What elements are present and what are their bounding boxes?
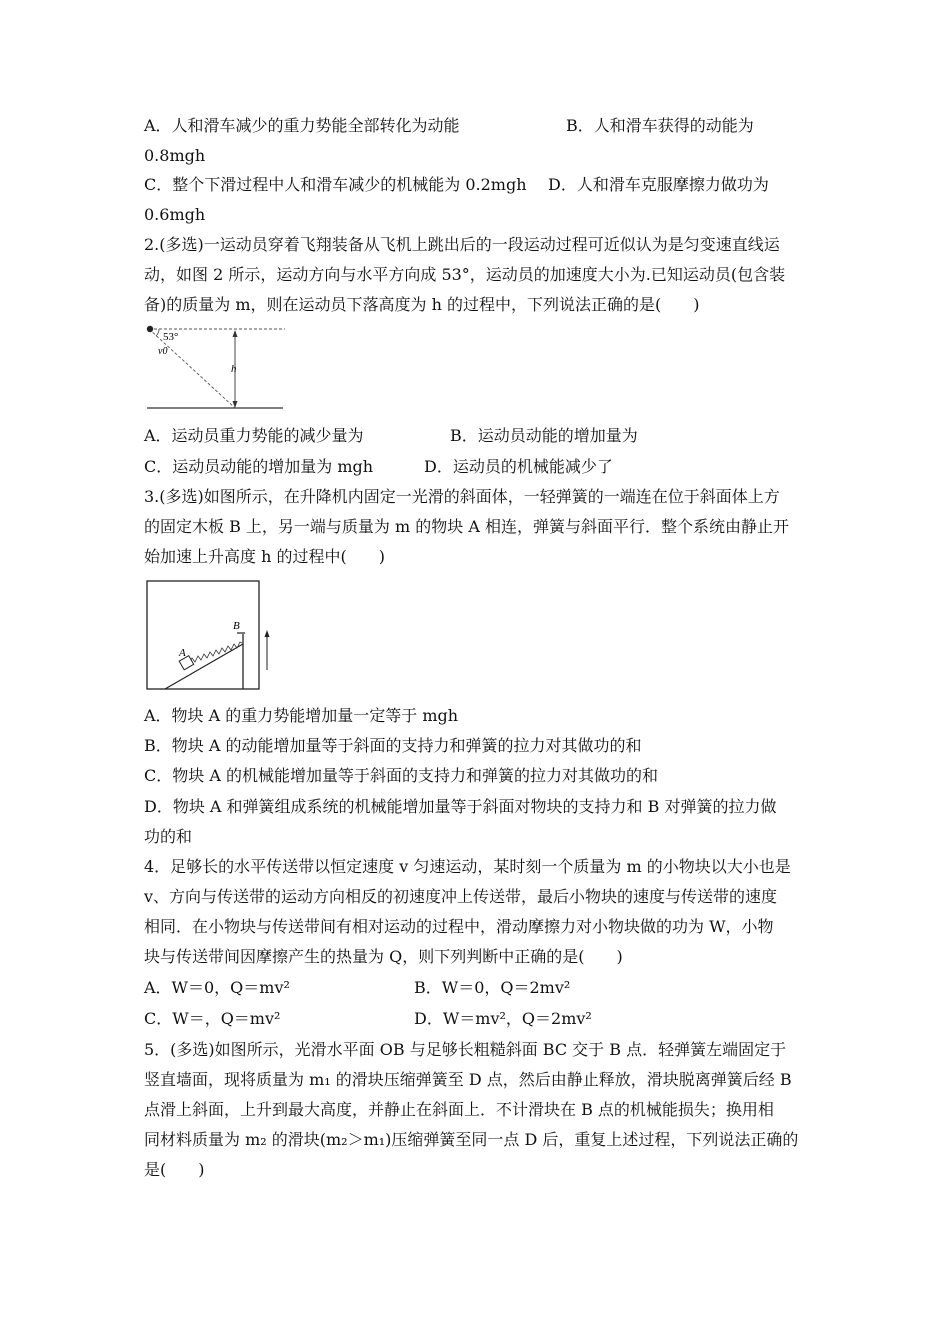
velocity-label: v0: [158, 346, 168, 357]
q1-option-a: A．人和滑车减少的重力势能全部转化为动能: [144, 116, 460, 135]
q1-option-b-cont: 0.8mgh: [144, 146, 206, 165]
q3-stem-line-2: 的固定木板 B 上，另一端与质量为 m 的物块 A 相连，弹簧与斜面平行．整个系统由静止开: [144, 517, 790, 536]
q1-option-b: B．人和滑车获得的动能为: [566, 116, 754, 135]
q2-stem-line-3: 备)的质量为 m，则在运动员下落高度为 h 的过程中，下列说法正确的是( ): [144, 295, 700, 314]
q3-stem-line-1: 3.(多选)如图所示，在升降机内固定一光滑的斜面体，一轻弹簧的一端连在位于斜面体上方: [144, 487, 780, 506]
q5-stem-line-2: 竖直墙面，现将质量为 m₁ 的滑块压缩弹簧至 D 点，然后由静止释放，滑块脱离弹簧后经 B: [144, 1070, 792, 1089]
q3-stem-line-3: 始加速上升高度 h 的过程中( ): [144, 547, 385, 566]
q1-option-d: D．人和滑车克服摩擦力做功为: [548, 175, 769, 194]
q2-option-c: C．运动员动能的增加量为 mgh: [144, 457, 374, 476]
board-b-label: B: [233, 620, 240, 632]
q1-option-d-cont: 0.6mgh: [144, 205, 206, 224]
q3-option-d: D．物块 A 和弹簧组成系统的机械能增加量等于斜面对物块的支持力和 B 对弹簧的拉力做: [144, 797, 777, 816]
q1-option-c: C．整个下滑过程中人和滑车减少的机械能为 0.2mgh: [144, 175, 527, 194]
height-label: h: [231, 363, 237, 375]
q4-option-c: C．W＝，Q＝mv²: [144, 1009, 281, 1028]
q3-figure: [143, 578, 278, 693]
q3-option-b: B．物块 A 的动能增加量等于斜面的支持力和弹簧的拉力对其做功的和: [144, 736, 642, 755]
q4-option-b: B．W＝0，Q＝2mv²: [414, 978, 571, 997]
q5-stem-line-4: 同材料质量为 m₂ 的滑块(m₂＞m₁)压缩弹簧至同一点 D 后，重复上述过程，下列说法正确的: [144, 1130, 799, 1149]
angle-label: 53°: [163, 331, 179, 343]
q5-stem-line-1: 5．(多选)如图所示，光滑水平面 OB 与足够长粗糙斜面 BC 交于 B 点．轻弹簧左端固定于: [144, 1040, 787, 1059]
block-a-label: A: [179, 647, 186, 659]
q3-option-a: A．物块 A 的重力势能增加量一定等于 mgh: [144, 706, 459, 725]
q4-option-d: D．W＝mv²，Q＝2mv²: [414, 1009, 592, 1028]
q5-stem-line-3: 点滑上斜面，上升到最大高度，并静止在斜面上．不计滑块在 B 点的机械能损失；换用相: [144, 1100, 774, 1119]
q4-stem-line-1: 4．足够长的水平传送带以恒定速度 v 匀速运动，某时刻一个质量为 m 的小物块以大小也是: [144, 857, 791, 876]
q2-option-d: D．运动员的机械能减少了: [424, 457, 613, 476]
q4-stem-line-4: 块与传送带间因摩擦产生的热量为 Q，则下列判断中正确的是( ): [144, 947, 623, 966]
q3-option-d-cont: 功的和: [144, 827, 193, 846]
q2-figure: [143, 322, 293, 414]
q4-stem-line-3: 相同．在小物块与传送带间有相对运动的过程中，滑动摩擦力对小物块做的功为 W，小物: [144, 917, 774, 936]
q2-stem-line-1: 2.(多选)一运动员穿着飞翔装备从飞机上跳出后的一段运动过程可近似认为是匀变速直线运: [144, 235, 780, 254]
q2-option-a: A．运动员重力势能的减少量为: [144, 426, 364, 445]
q2-option-b: B．运动员动能的增加量为: [450, 426, 638, 445]
q2-stem-line-2: 动，如图 2 所示，运动方向与水平方向成 53°，运动员的加速度大小为.已知运动员(包含装: [144, 265, 786, 284]
q3-option-c: C．物块 A 的机械能增加量等于斜面的支持力和弹簧的拉力对其做功的和: [144, 766, 658, 785]
q4-option-a: A．W＝0，Q＝mv²: [144, 978, 290, 997]
q4-stem-line-2: v、方向与传送带的运动方向相反的初速度冲上传送带，最后小物块的速度与传送带的速度: [144, 887, 778, 906]
q5-stem-line-5: 是( ): [144, 1160, 205, 1179]
